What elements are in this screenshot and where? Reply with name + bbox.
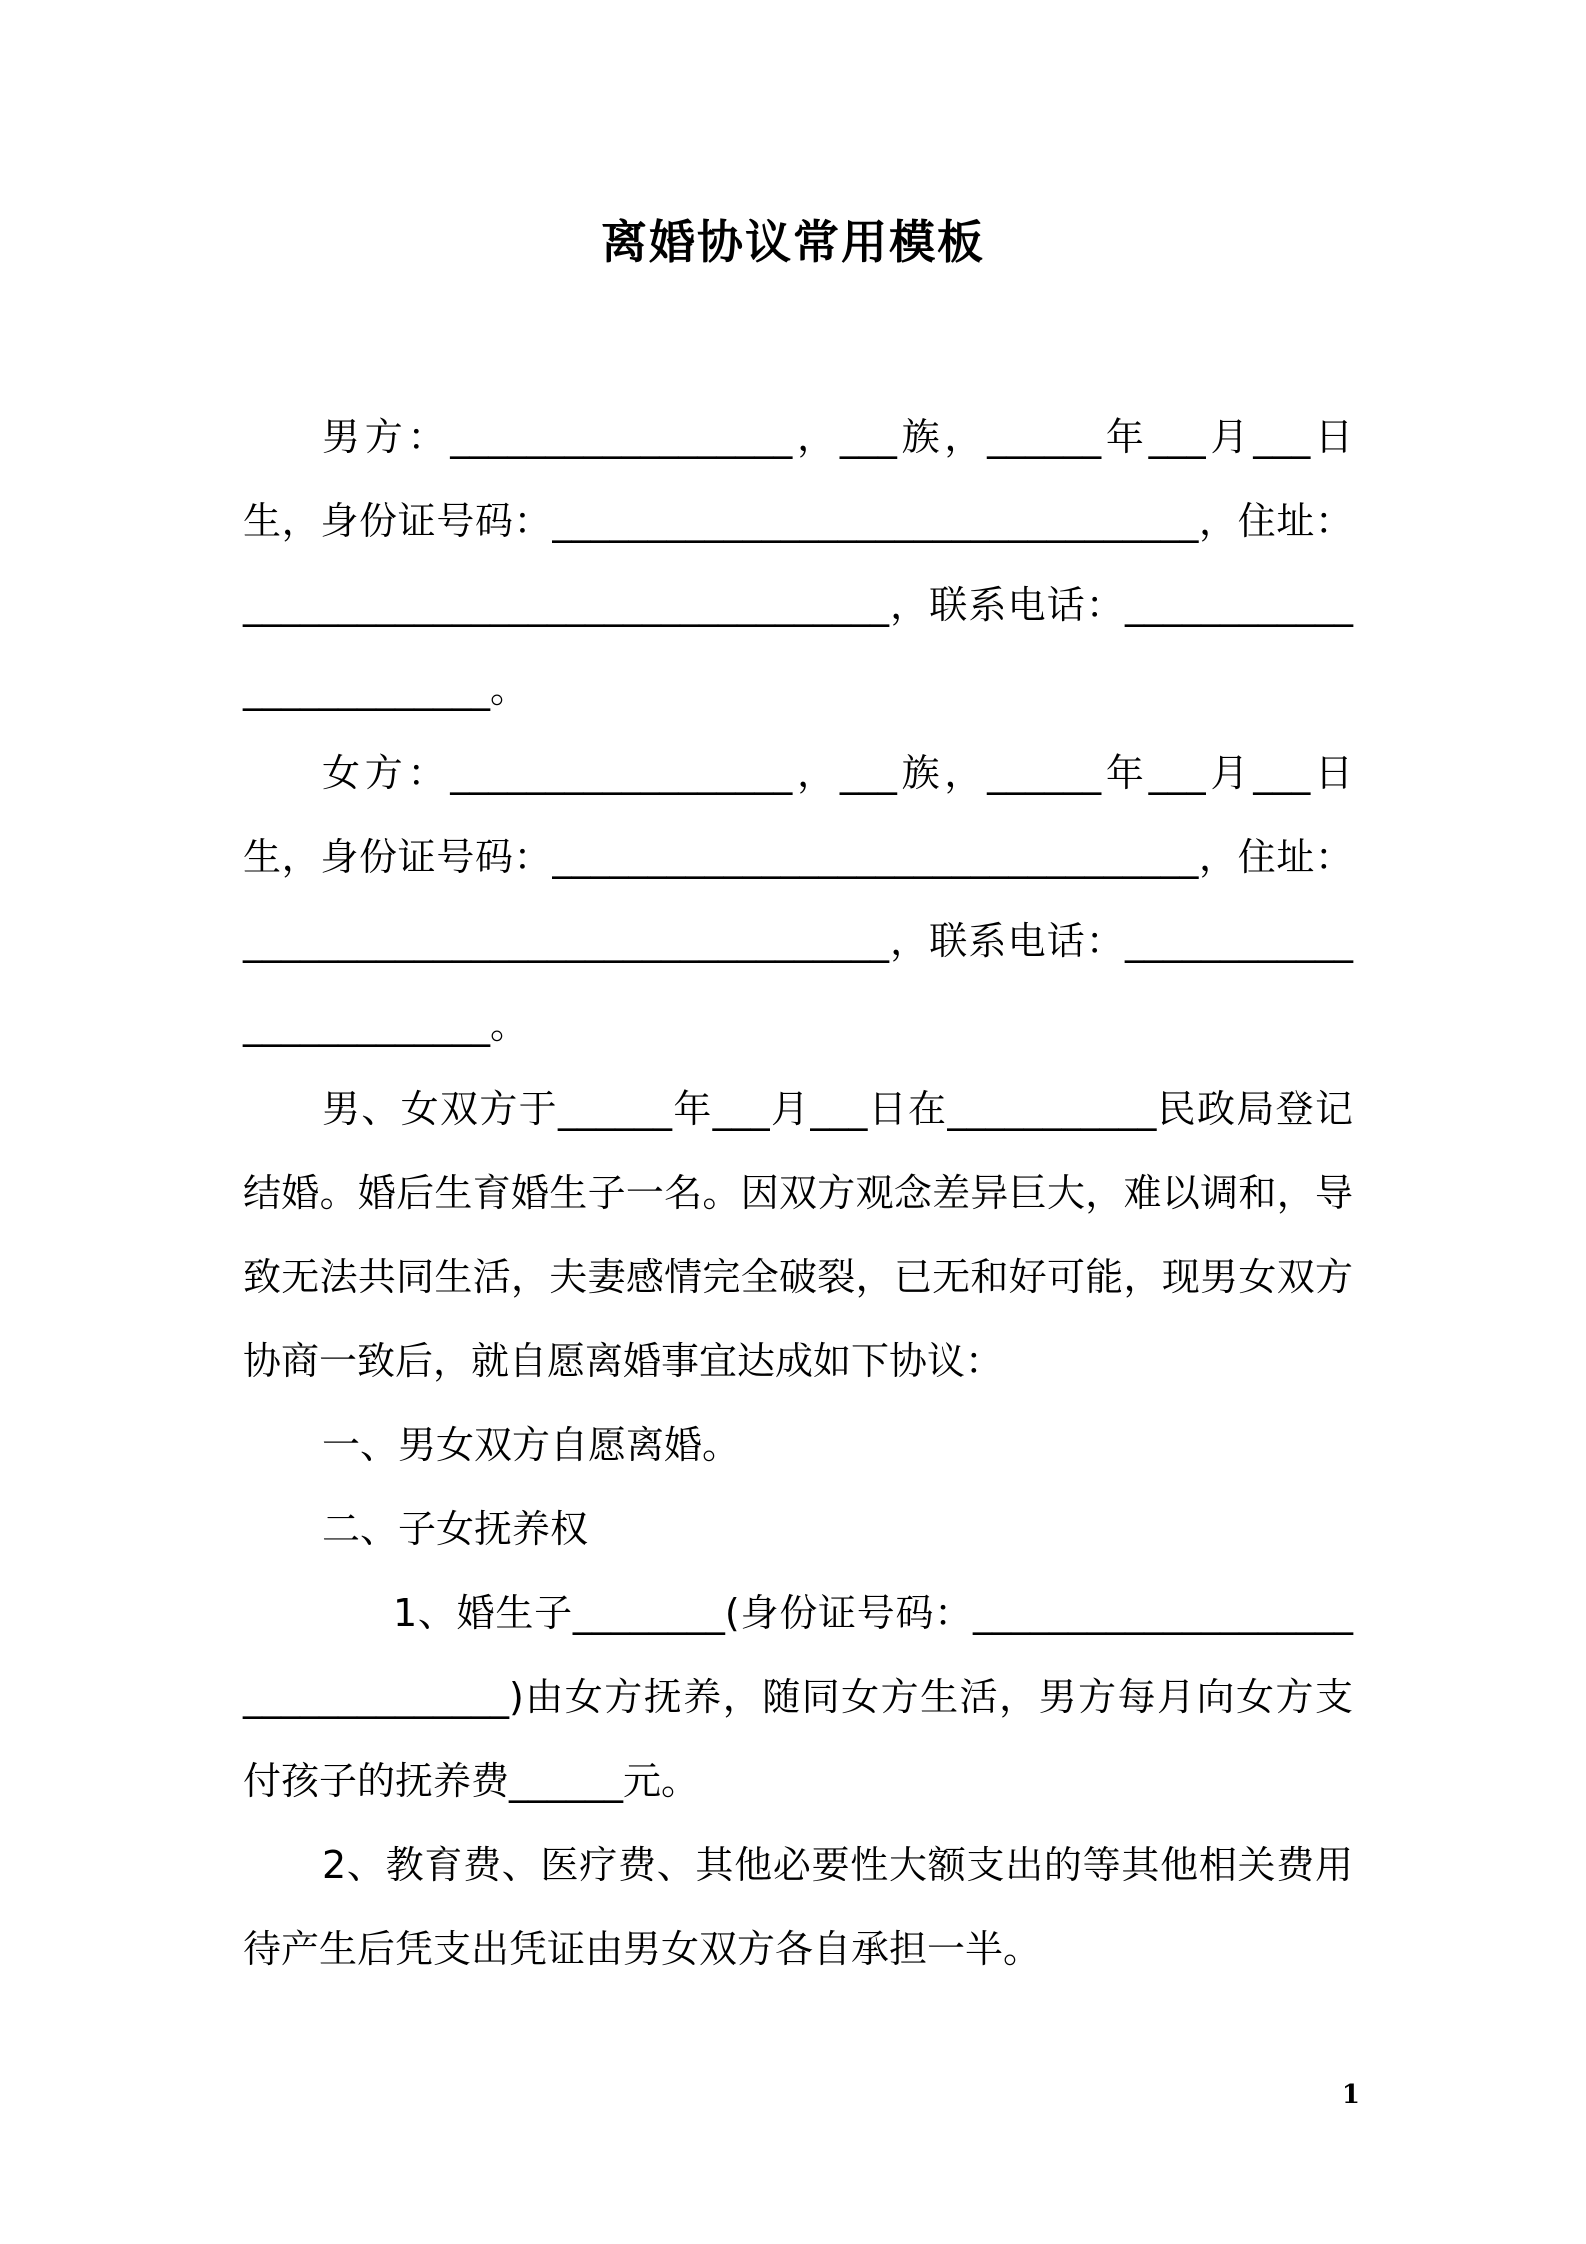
marriage-background-paragraph: 男、女双方于______年___月___日在___________民政局登记结婚。婚后生育婚生子一名。因双方观念差异巨大，难以调和，导致无法共同生活，夫妻感情完全破裂，已无和好可能，现男女双方协商一致后，就自愿离婚事宜达成如下协议： [243,1087,1353,1383]
document-body [243,395,1353,1991]
wife-info-paragraph: 女方：__________________，___族，______年___月___日生，身份证号码：__________________________________，住址：__________________________________，联系电话：_________________________。 [243,751,1353,1047]
clause-2-item-2-paragraph: 2、教育费、医疗费、其他必要性大额支出的等其他相关费用待产生后凭支出凭证由男女双方各自承担一半。 [243,1843,1353,1971]
husband-info-paragraph: 男方：__________________，___族，______年___月___日生，身份证号码：__________________________________，住址：__________________________________，联系电话：_________________________。 [243,415,1353,711]
clause-2-item-1-paragraph: 1、婚生子________(身份证号码：__________________________________)由女方抚养，随同女方生活，男方每月向女方支付孩子的抚养费______元。 [243,1591,1353,1803]
page-number: 1 [1341,2080,1360,2110]
document-title: 离婚协议常用模板 [601,215,985,269]
clause-1-paragraph: 一、男女双方自愿离婚。 [322,1423,741,1467]
clause-2-heading: 二、子女抚养权 [322,1507,589,1551]
